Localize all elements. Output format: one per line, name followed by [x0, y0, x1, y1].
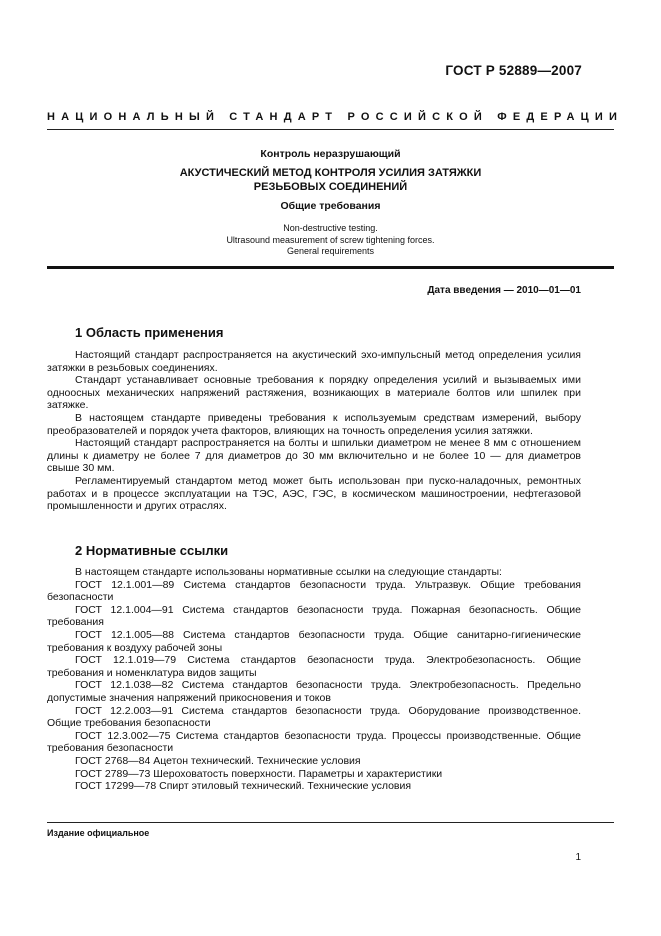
paragraph: Настоящий стандарт распространяется на акустический эхо-импульсный метод определения усилия затяжки в резьбовых соединениях. — [47, 349, 581, 374]
paragraph: Стандарт устанавливает основные требования к порядку определения усилий и вызываемых ими одноосных механических напряжений растяжения, возникающих в материале болтов или шпилек при затяжке. — [47, 374, 581, 412]
footer-divider — [47, 822, 614, 823]
standard-number: ГОСТ Р 52889—2007 — [445, 63, 582, 78]
reference-item: ГОСТ 12.1.001—89 Система стандартов безопасности труда. Ультразвук. Общие требования безопасности — [47, 578, 581, 604]
header-divider — [47, 129, 614, 130]
reference-item: ГОСТ 12.1.019—79 Система стандартов безопасности труда. Электробезопасность. Общие требования и номенклатура видов защиты — [47, 654, 581, 679]
english-title-line-1: Non-destructive testing. — [283, 223, 378, 233]
title-divider — [47, 266, 614, 269]
title-line-2: РЕЗЬБОВЫХ СОЕДИНЕНИЙ — [253, 181, 408, 193]
references-intro: В настоящем стандарте использованы нормативные ссылки на следующие стандарты: — [75, 566, 502, 578]
section-2-heading: 2 Нормативные ссылки — [75, 543, 229, 558]
reference-item: ГОСТ 2789—73 Шероховатость поверхности. Параметры и характеристики — [75, 767, 443, 780]
document-title — [47, 166, 614, 194]
paragraph: Настоящий стандарт распространяется на болты и шпильки диаметром не менее 8 мм с отношением длины к диаметру не более 7 для диаметров до 30 мм включительно и не более 10 — для диаметров свыше 30 мм. — [47, 437, 581, 475]
reference-item: ГОСТ 12.2.003—91 Система стандартов безопасности труда. Оборудование производственное. Общие требования безопасности — [47, 704, 581, 730]
section-1-heading: 1 Область применения — [75, 325, 224, 340]
page-number: 1 — [575, 852, 581, 863]
official-edition-label: Издание официальное — [47, 828, 150, 838]
national-standard-banner: НАЦИОНАЛЬНЫЙ СТАНДАРТ РОССИЙСКОЙ ФЕДЕРАЦИИ — [47, 111, 624, 123]
reference-item: ГОСТ 17299—78 Спирт этиловый технический. Технические условия — [75, 780, 412, 793]
title-line-1: АКУСТИЧЕСКИЙ МЕТОД КОНТРОЛЯ УСИЛИЯ ЗАТЯЖКИ — [179, 167, 482, 179]
document-subtitle: Общие требования — [280, 200, 381, 212]
paragraph: Регламентируемый стандартом метод может быть использован при пуско-наладочных, ремонтных работах и в процессе эксплуатации на ТЭС, АЭС, ГЭС, в космическом машиностроении, нефтегазовой промышленности и других отраслях. — [47, 474, 581, 513]
introduction-date: Дата введения — 2010—01—01 — [427, 285, 581, 296]
reference-item: ГОСТ 12.3.002—75 Система стандартов безопасности труда. Процессы производственные. Общие требования безопасности — [47, 729, 581, 755]
section-2-body — [0, 566, 581, 793]
english-title-line-2: Ultrasound measurement of screw tightening forces. — [226, 234, 435, 245]
english-title-line-3: General requirements — [286, 246, 375, 256]
reference-item: ГОСТ 12.1.005—88 Система стандартов безопасности труда. Общие санитарно-гигиенические требования к воздуху рабочей зоны — [47, 628, 581, 654]
english-title — [47, 223, 614, 258]
paragraph: В настоящем стандарте приведены требования к используемым средствам измерений, выбору преобразователей и порядок учета факторов, влияющих на точность определения усилия затяжки. — [47, 411, 581, 437]
reference-item: ГОСТ 12.1.004—91 Система стандартов безопасности труда. Пожарная безопасность. Общие требования — [47, 603, 581, 629]
reference-item: ГОСТ 2768—84 Ацетон технический. Технические условия — [75, 754, 361, 767]
document-category: Контроль неразрушающий — [260, 148, 401, 160]
reference-item: ГОСТ 12.1.038—82 Система стандартов безопасности труда. Электробезопасность. Предельно допустимые значения напряжений прикосновения и токов — [47, 679, 581, 704]
section-1-body — [0, 349, 581, 513]
